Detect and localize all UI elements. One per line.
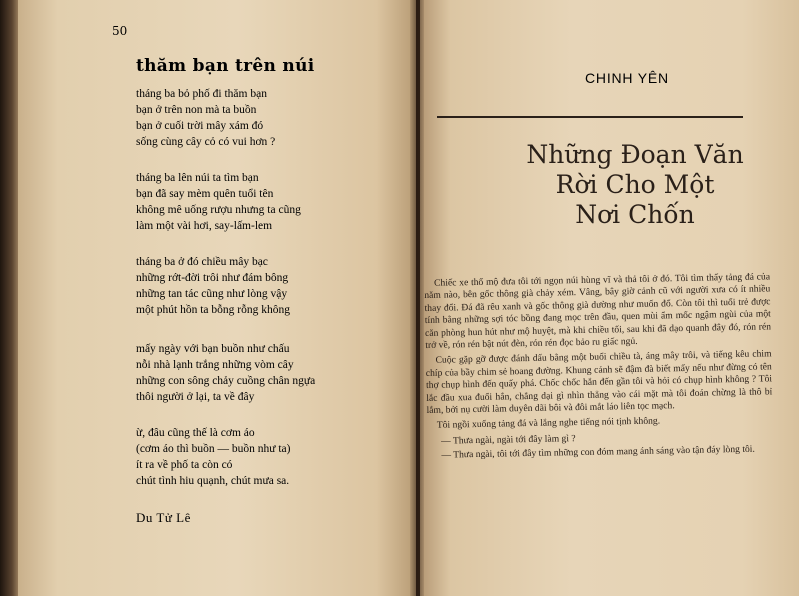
- poem-line: thôi người ở lại, ta về đây: [136, 391, 255, 403]
- chapter-title-line: Những Đoạn Văn: [526, 140, 744, 169]
- poem-line: (cơm áo thì buồn — buồn như ta): [136, 443, 291, 455]
- poem-line: không mê uống rượu nhưng ta cũng: [136, 204, 301, 216]
- chapter-title-line: Nơi Chốn: [575, 200, 695, 229]
- book-page-edges: [0, 0, 20, 596]
- poem-line: bạn ở trên non mà ta buồn: [136, 104, 257, 116]
- body-paragraph: Chiếc xe thổ mộ đưa tôi tới ngọn núi hùng vĩ và thả tôi ở đó. Tôi tìm thấy tảng đá của năm nào, bên gốc thông già chảy xém. Vâng, bây giờ cảnh cũ với người xưa có ít nhiều thay đổi. Đá đã rêu xanh và gốc thông già dường như muốn đổ. Còn tôi thì tuổi trẻ được tính bằng những sợi tóc bồng đang mọc trên đầu, quen mùi ẩm mốc ngậm ngùi của một căn phòng hun hút như mộ huyệt, mà khi chiều tối, sau khi đã dạo quanh đây đó, rón rén trở về, rón rén bật nút đèn, rón rén đọc bảo ru giấc ngủ.: [424, 271, 772, 352]
- page-number: 50: [112, 24, 128, 38]
- poem-line: sống cùng cây cỏ có vui hơn ?: [136, 136, 276, 148]
- poem-line: bạn ở cuối trời mây xám đó: [136, 120, 264, 132]
- poem-line: chút tình hiu quạnh, chút mưa sa.: [136, 475, 290, 487]
- chapter-body: [424, 271, 774, 464]
- header-divider: [437, 116, 743, 118]
- poem-line: bạn đã say mèm quên tuổi tên: [136, 188, 274, 200]
- poem-line: ừ, đâu cũng thế là cơm áo: [136, 427, 255, 439]
- poem-stanza-1: [136, 86, 275, 150]
- chapter-author: CHINH YÊN: [585, 70, 669, 86]
- poem-line: tháng ba ở đó chiều mây bạc: [136, 256, 268, 268]
- poem-line: mấy ngày với bạn buồn như chấu: [136, 343, 290, 355]
- poem-line: làm một vài hơi, say-lấm-lem: [136, 220, 273, 232]
- poem-line: những con sông chảy cuồng chân ngựa: [136, 375, 316, 387]
- poem-line: những rớt-đời trôi như đám bông: [136, 272, 289, 284]
- poem-line: nỗi nhà lạnh trắng những vòm cây: [136, 359, 294, 371]
- poem-author: Du Tử Lê: [136, 510, 191, 525]
- book-spine-shadow: [410, 0, 424, 596]
- poem-line: một phút hồn ta bỗng rỗng không: [136, 304, 290, 316]
- body-paragraph: Tôi ngồi xuống tảng đá và lắng nghe tiếng nói tịnh không.: [436, 415, 661, 432]
- poem-line: tháng ba bỏ phố đi thăm bạn: [136, 88, 267, 100]
- poem-line: ít ra về phố ta còn có: [136, 459, 233, 471]
- body-paragraph: Cuộc gặp gỡ được đánh dấu bằng một buổi chiều tà, áng mây trôi, và tiếng kêu chim chíp của bầy chim sẻ hoang đường. Khung cảnh sẽ đậm đà biết mấy nếu như đừng có tên thợ chụp hình đến quấy phá. Chốc chốc hắn đến gần tôi và hỏi có chụp hình không ? Tôi lắc đầu xua đuổi hắn, chẳng dại gì nhìn thẳng vào cái mặt mà tôi đoán chừng là thô bỉ lắm, bởi nụ cười làm duyên dãi bôi và đôi mắt láo liên tọc mạch.: [425, 348, 773, 417]
- dialog-line: — Thưa ngài, tôi tới đây tìm những con đóm mang ánh sáng vào tận đáy lòng tôi.: [441, 443, 755, 461]
- poem-stanza-4: [136, 341, 315, 405]
- poem-stanza-5: [136, 425, 290, 489]
- poem-stanza-3: [136, 254, 290, 318]
- poem-stanza-2: [136, 170, 301, 234]
- dialog-line: — Thưa ngài, ngài tới đây làm gì ?: [441, 432, 576, 447]
- poem-line: những tan tác cũng như lòng vậy: [136, 288, 288, 300]
- poem-title: thăm bạn trên núi: [136, 56, 315, 76]
- chapter-title: [500, 140, 770, 230]
- chapter-title-line: Rời Cho Một: [555, 170, 715, 199]
- poem-line: tháng ba lên núi ta tìm bạn: [136, 172, 259, 184]
